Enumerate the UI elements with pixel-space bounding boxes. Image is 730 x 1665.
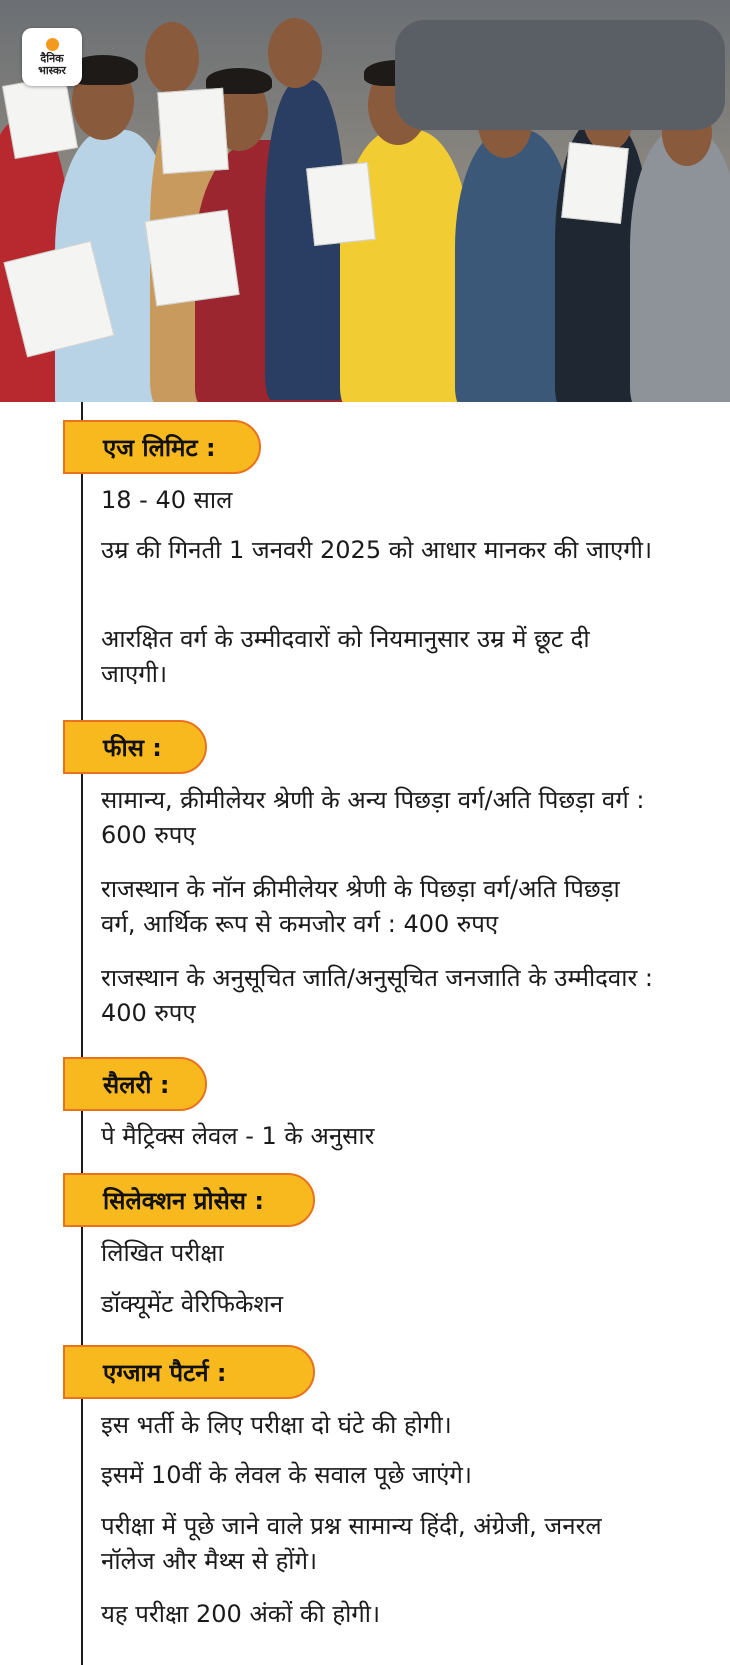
section-heading-fees: फीस :: [63, 720, 207, 774]
crowd-face: [268, 18, 322, 88]
section-item: इसमें 10वीं के लेवल के सवाल पूछे जाएंगे।: [101, 1461, 473, 1489]
application-form: [2, 75, 78, 159]
section-item: यह परीक्षा 200 अंकों की होगी।: [101, 1600, 381, 1628]
section-item: पे मैट्रिक्स लेवल - 1 के अनुसार: [101, 1122, 375, 1150]
section-heading-exam-pattern: एग्जाम पैटर्न :: [63, 1345, 315, 1399]
section-item: इस भर्ती के लिए परीक्षा दो घंटे की होगी।: [101, 1411, 452, 1439]
application-form: [144, 210, 239, 307]
section-heading-selection-process: सिलेक्शन प्रोसेस :: [63, 1173, 315, 1227]
crowd-face: [145, 22, 199, 94]
application-form: [157, 88, 229, 174]
section-item: उम्र की गिनती 1 जनवरी 2025 को आधार मानकर की जाएगी।: [101, 536, 653, 564]
section-item: आरक्षित वर्ग के उम्मीदवारों को नियमानुसार उम्र में छूट दी जाएगी।: [101, 625, 590, 688]
section-item: राजस्थान के अनुसूचित जाति/अनुसूचित जनजाति के उम्मीदवार : 400 रुपए: [101, 964, 654, 1027]
section-item: सामान्य, क्रीमीलेयर श्रेणी के अन्य पिछड़ा वर्ग/अति पिछड़ा वर्ग : 600 रुपए: [101, 786, 645, 849]
sun-icon: [46, 38, 59, 51]
header-photo: [0, 0, 730, 402]
section-item: परीक्षा में पूछे जाने वाले प्रश्न सामान्य हिंदी, अंग्रेजी, जनरल नॉलेज और मैथ्स से होंगे।: [101, 1512, 602, 1575]
section-heading-salary: सैलरी :: [63, 1057, 207, 1111]
logo-text-line2: भास्कर: [38, 63, 66, 77]
crowd-background: [395, 20, 725, 130]
logo-text-line1: दैनिक: [40, 51, 64, 65]
application-form: [306, 162, 376, 246]
section-item: डॉक्यूमेंट वेरिफिकेशन: [101, 1290, 284, 1318]
section-item: 18 - 40 साल: [101, 486, 233, 514]
section-item: लिखित परीक्षा: [101, 1239, 224, 1267]
application-form: [561, 142, 629, 224]
section-item: राजस्थान के नॉन क्रीमीलेयर श्रेणी के पिछड़ा वर्ग/अति पिछड़ा वर्ग, आर्थिक रूप से कमजोर वर्ग : 400 रुपए: [101, 875, 620, 938]
section-heading-age-limit: एज लिमिट :: [63, 420, 261, 474]
crowd-person: [630, 130, 730, 402]
timeline-line: [81, 402, 83, 1665]
dainik-bhaskar-logo: [22, 28, 82, 86]
